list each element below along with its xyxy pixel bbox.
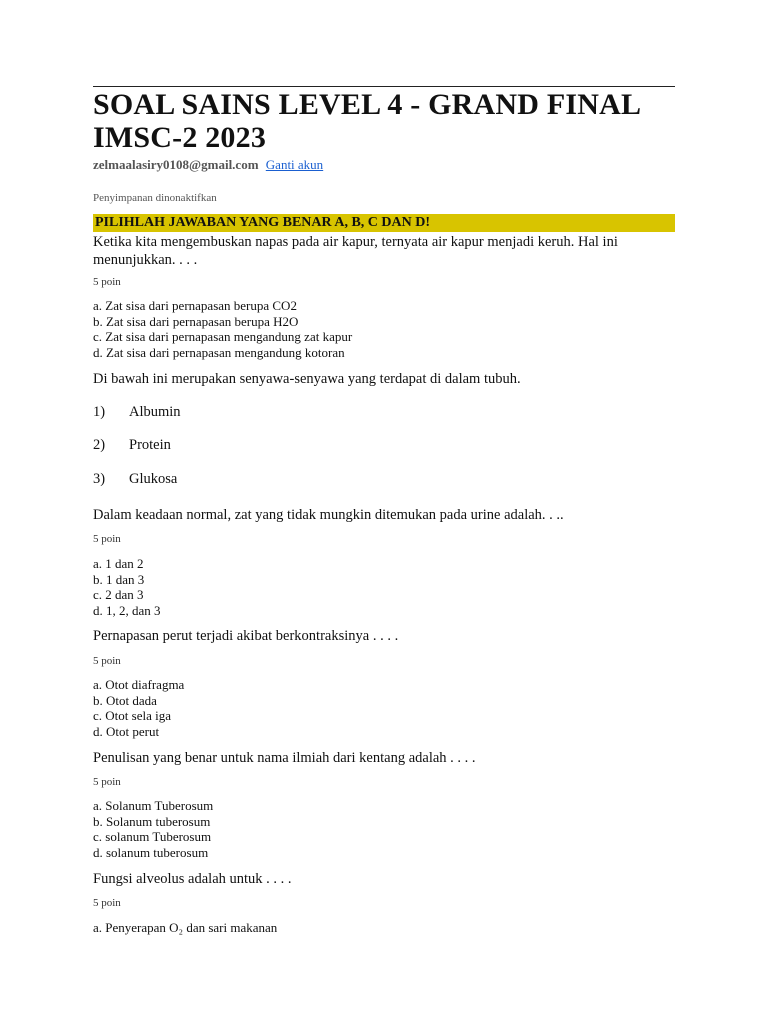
option-c[interactable]: c. Zat sisa dari pernapasan mengandung zat kapur xyxy=(93,329,353,344)
account-row xyxy=(93,157,323,173)
question-5-text: Fungsi alveolus adalah untuk . . . . xyxy=(93,871,292,887)
question-4-options xyxy=(93,798,213,860)
question-4-points: 5 poin xyxy=(93,776,121,788)
page-title xyxy=(93,88,693,154)
question-3-options xyxy=(93,677,184,739)
list-item-number: 2) xyxy=(93,437,106,453)
list-item-text: Protein xyxy=(129,437,171,453)
option-a[interactable]: a. Otot diafragma xyxy=(93,677,185,692)
storage-note: Penyimpanan dinonaktifkan xyxy=(93,192,217,204)
question-3-text: Pernapasan perut terjadi akibat berkontraksinya . . . . xyxy=(93,628,399,644)
option-a[interactable]: a. Penyerapan O₂ dan sari makanan xyxy=(93,920,278,935)
option-d[interactable]: d. solanum tuberosum xyxy=(93,844,209,860)
question-2-intro: Di bawah ini merupakan senyawa-senyawa yang terdapat di dalam tubuh. xyxy=(93,371,521,387)
question-1-text: Ketika kita mengembuskan napas pada air kapur, ternyata air kapur menjadi keruh. Hal ini menunjukkan. . . . xyxy=(93,234,618,268)
title-line-1: SOAL SAINS LEVEL 4 - GRAND FINAL xyxy=(93,88,642,121)
option-a[interactable]: a. Zat sisa dari pernapasan berupa CO2 xyxy=(93,298,297,313)
option-b[interactable]: b. 1 dan 3 xyxy=(93,571,145,587)
list-item-text: Albumin xyxy=(129,404,181,420)
question-1-points: 5 poin xyxy=(93,276,121,288)
list-item-number: 3) xyxy=(93,471,106,487)
question-5-options xyxy=(93,920,277,936)
account-email: zelmaalasiry0108@gmail.com xyxy=(93,157,259,172)
title-line-2: IMSC-2 2023 xyxy=(93,121,267,154)
option-d[interactable]: d. 1, 2, dan 3 xyxy=(93,602,161,618)
option-a[interactable]: a. Solanum Tuberosum xyxy=(93,798,214,813)
question-5-points: 5 poin xyxy=(93,897,121,909)
list-item-number: 1) xyxy=(93,404,106,420)
question-2-options xyxy=(93,556,161,618)
question-2-points: 5 poin xyxy=(93,533,121,545)
question-1-options xyxy=(93,298,352,360)
question-4-text: Penulisan yang benar untuk nama ilmiah dari kentang adalah . . . . xyxy=(93,750,476,766)
switch-account-link[interactable]: Ganti akun xyxy=(265,157,324,172)
option-c[interactable]: c. Otot sela iga xyxy=(93,708,171,723)
list-item-text: Glukosa xyxy=(129,471,178,487)
option-b[interactable]: b. Zat sisa dari pernapasan berupa H2O xyxy=(93,313,299,329)
top-divider xyxy=(93,86,675,87)
option-c[interactable]: c. solanum Tuberosum xyxy=(93,829,212,844)
option-a[interactable]: a. 1 dan 2 xyxy=(93,556,144,571)
question-3-points: 5 poin xyxy=(93,655,121,667)
option-d[interactable]: d. Zat sisa dari pernapasan mengandung kotoran xyxy=(93,344,345,360)
instruction-banner: PILIHLAH JAWABAN YANG BENAR A, B, C DAN D! xyxy=(93,214,675,232)
option-b[interactable]: b. Solanum tuberosum xyxy=(93,813,211,829)
option-c[interactable]: c. 2 dan 3 xyxy=(93,587,144,602)
option-d[interactable]: d. Otot perut xyxy=(93,723,160,739)
question-2-text: Dalam keadaan normal, zat yang tidak mungkin ditemukan pada urine adalah. . .. xyxy=(93,507,564,523)
option-b[interactable]: b. Otot dada xyxy=(93,692,157,708)
